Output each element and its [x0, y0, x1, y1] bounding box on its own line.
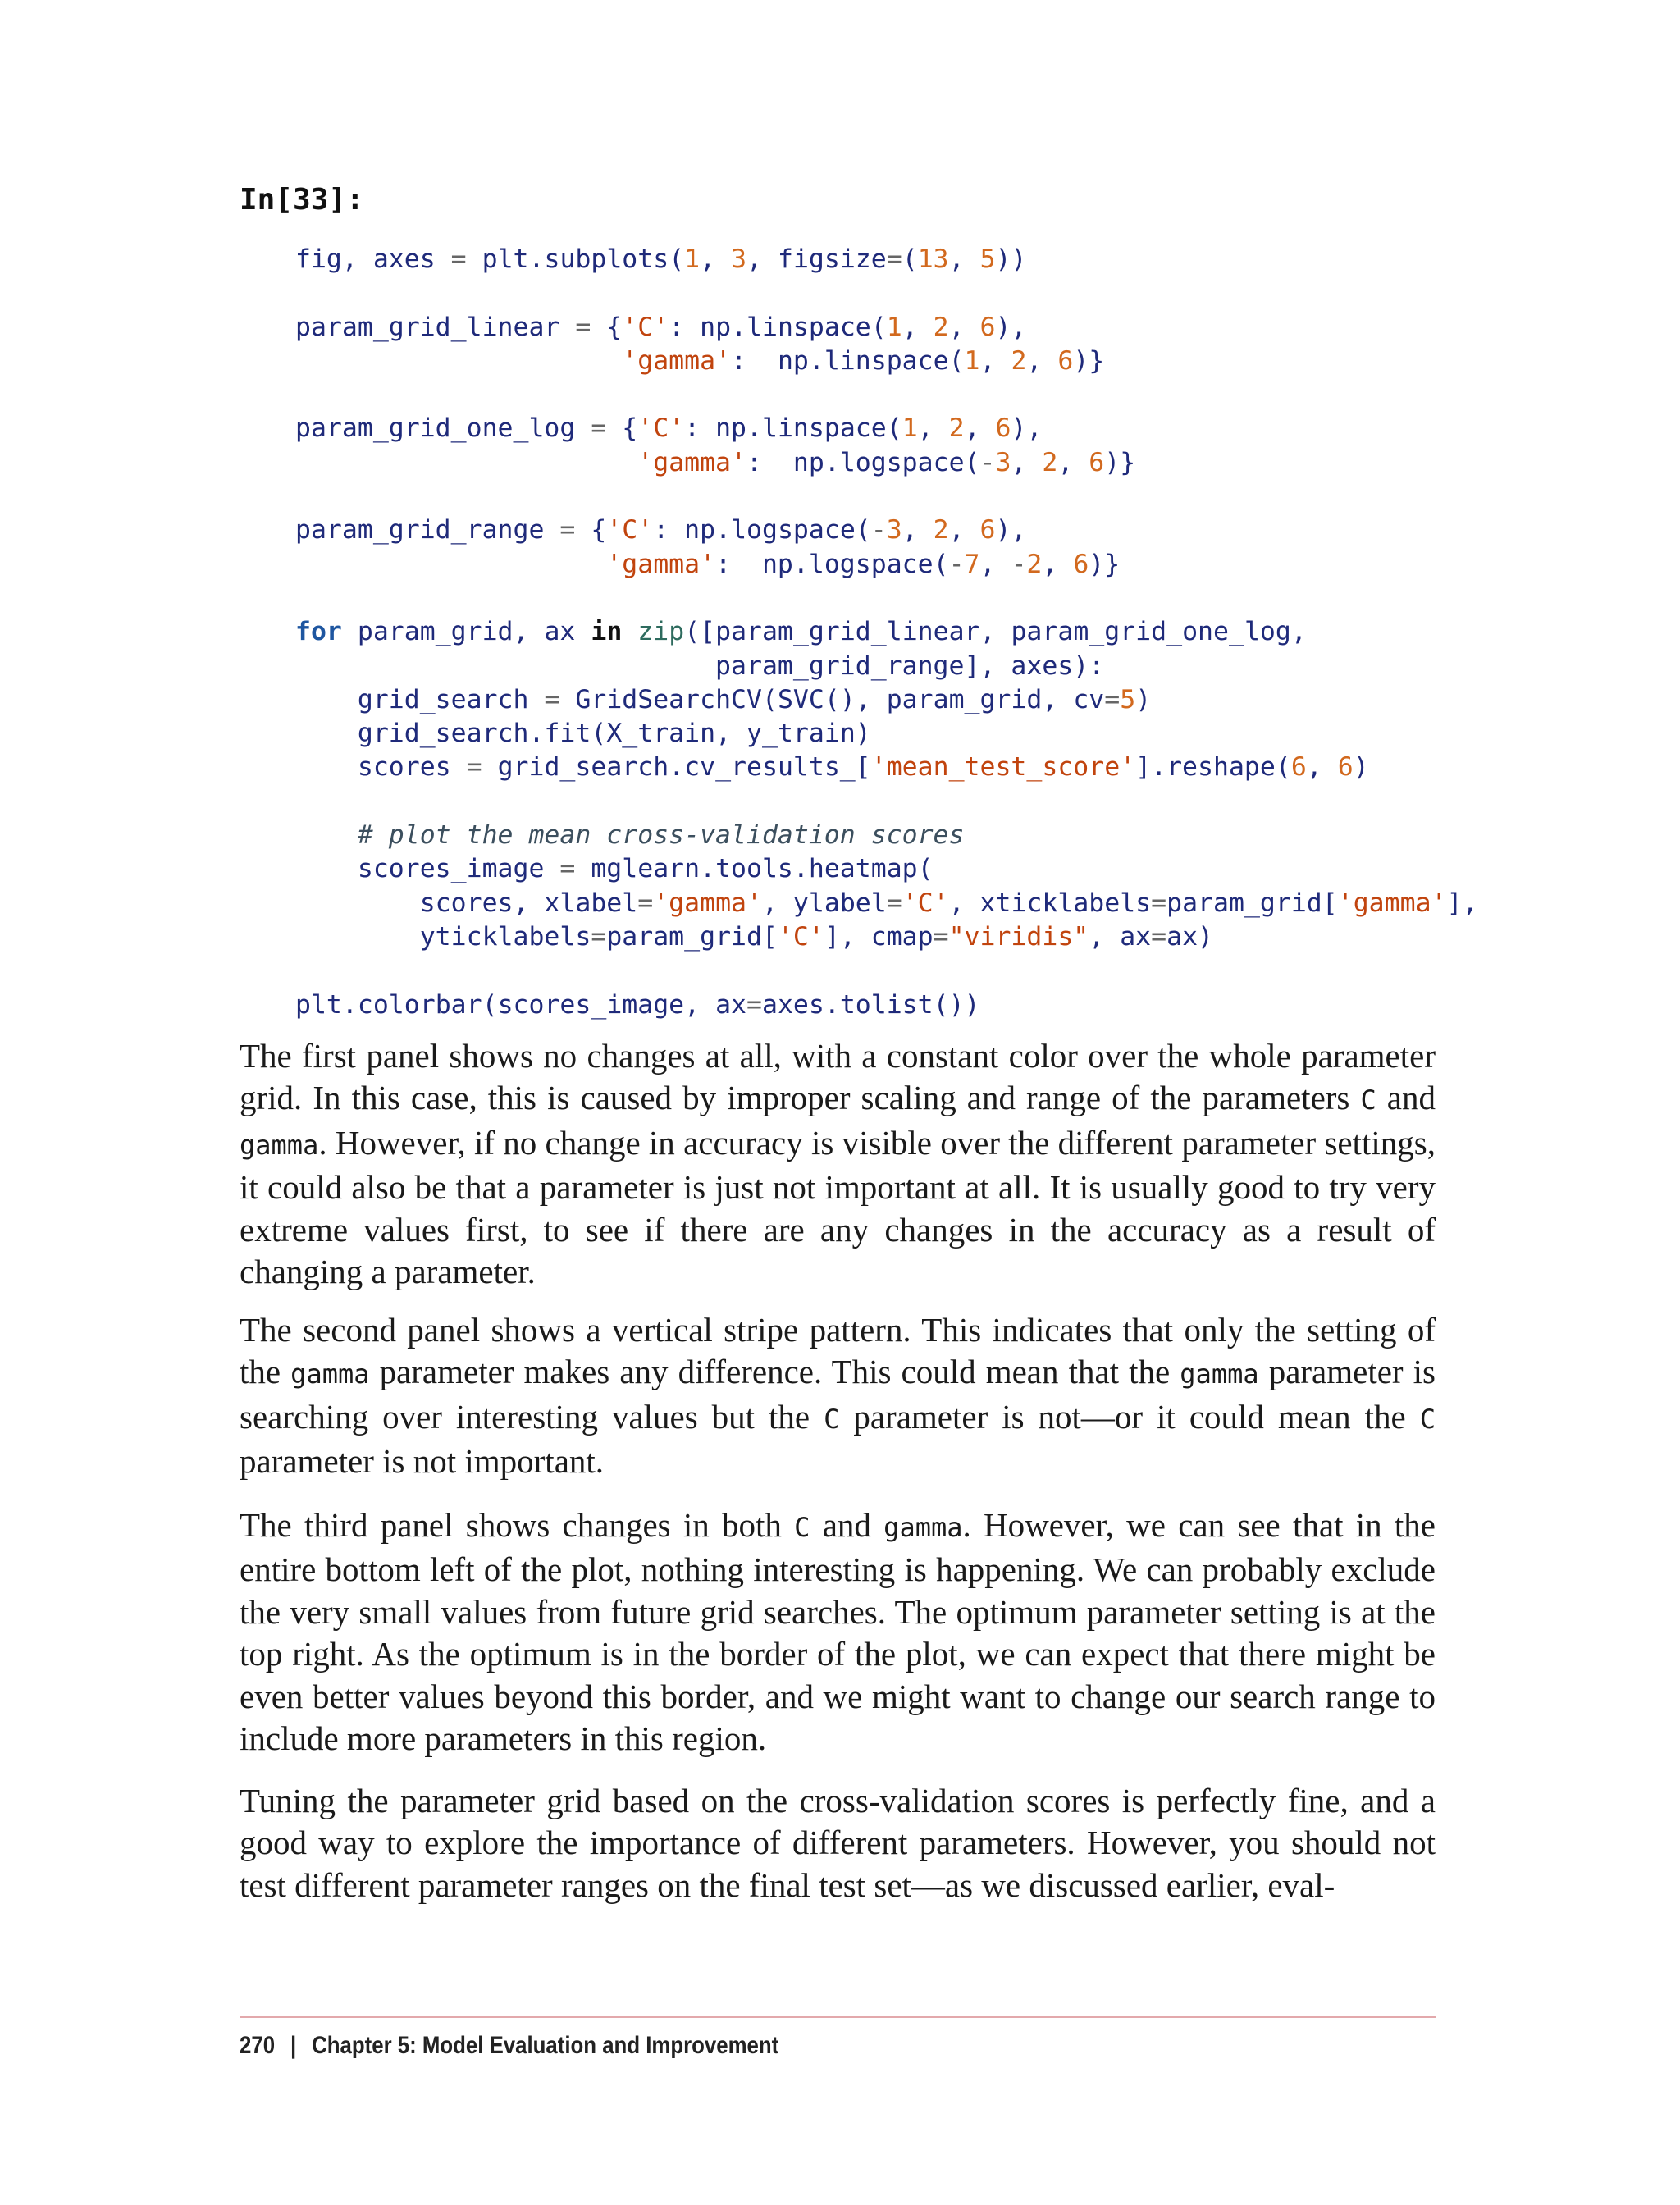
code-line: scores, xlabel='gamma', ylabel='C', xticklabels=param_grid['gamma'],: [419, 888, 1478, 918]
footer-separator: |: [290, 2032, 297, 2059]
inline-code: C: [794, 1512, 810, 1543]
code-line: scores = grid_search.cv_results_['mean_test_score'].reshape(6, 6): [357, 752, 1369, 783]
code-line: grid_search = GridSearchCV(SVC(), param_grid, cv=5): [357, 684, 1152, 714]
paragraph-tuning: [240, 1780, 1436, 1906]
code-line: 'gamma': np.logspace(-7, -2, 6)}: [606, 549, 1121, 579]
code-line: grid_search.fit(X_train, y_train): [357, 719, 871, 749]
paragraph-text: Tuning the parameter grid based on the cross-validation scores is perfectly fine, and a good way to explore the importance of different parameters. However, you should not test different parameter ranges on the final test set—as we discussed earlier, eval-: [240, 1782, 1436, 1904]
inline-code: C: [1360, 1084, 1376, 1116]
code-line: plt.colorbar(scores_image, ax=axes.tolist()): [295, 989, 980, 1020]
code-line: param_grid_range], axes):: [715, 651, 1105, 681]
inline-code: gamma: [1180, 1358, 1259, 1390]
code-line: for param_grid, ax in zip([param_grid_linear, param_grid_one_log,: [295, 617, 1307, 647]
paragraph-text: and: [810, 1506, 884, 1544]
code-cell-label: In[33]:: [240, 183, 364, 217]
code-line: param_grid_range = {'C': np.logspace(-3, 2, 6),: [295, 515, 1027, 546]
paragraph-first-panel: [240, 1035, 1436, 1293]
inline-code: C: [1419, 1403, 1436, 1435]
paragraph-text: parameter is not important.: [240, 1442, 605, 1481]
code-block: [295, 243, 1477, 1022]
paragraph-text: parameter makes any difference. This could mean that the: [369, 1353, 1180, 1391]
code-line: # plot the mean cross-validation scores: [357, 820, 965, 851]
paragraph-text: and: [1376, 1079, 1436, 1117]
inline-code: C: [824, 1403, 840, 1435]
code-line: param_grid_one_log = {'C': np.linspace(1, 2, 6),: [295, 413, 1043, 444]
paragraph-text: . However, if no change in accuracy is visible over the different parameter settings, it could also be that a parameter is just not important at all. It is usually good to try very extreme values first, to see if there are any changes in the accuracy as a result of changing a parameter.: [240, 1123, 1436, 1291]
paragraph-second-panel: [240, 1309, 1436, 1483]
chapter-title: Chapter 5: Model Evaluation and Improvement: [312, 2032, 779, 2059]
paragraph-text: parameter is searching over interesting values but the: [240, 1353, 1436, 1436]
paragraph-text: The first panel shows no changes at all, with a constant color over the whole parameter grid. In this case, this is caused by improper scaling and range of the parameters: [240, 1037, 1436, 1117]
code-line: scores_image = mglearn.tools.heatmap(: [357, 854, 934, 884]
code-line: fig, axes = plt.subplots(1, 3, figsize=(13, 5)): [295, 244, 1027, 274]
code-line: param_grid_linear = {'C': np.linspace(1, 2, 6),: [295, 312, 1027, 342]
paragraph-text: The second panel shows a vertical stripe pattern. This indicates that only the setting of the: [240, 1311, 1436, 1391]
paragraph-third-panel: [240, 1504, 1436, 1760]
inline-code: gamma: [883, 1512, 963, 1543]
code-line: 'gamma': np.linspace(1, 2, 6)}: [622, 345, 1105, 376]
code-line: yticklabels=param_grid['C'], cmap="viridis", ax=ax): [419, 921, 1214, 952]
page-footer: [240, 2029, 778, 2062]
inline-code: gamma: [290, 1358, 370, 1390]
paragraph-text: The third panel shows changes in both: [240, 1506, 795, 1544]
code-line: 'gamma': np.logspace(-3, 2, 6)}: [637, 447, 1136, 477]
inline-code: gamma: [240, 1129, 319, 1161]
paragraph-text: parameter is not—or it could mean the: [839, 1397, 1420, 1436]
footer-rule: [240, 2016, 1436, 2018]
page-number: 270: [240, 2032, 276, 2059]
paragraph-text: . However, we can see that in the entire bottom left of the plot, nothing interesting is happening. We can probably exclude the very small values from future grid searches. The optimum parameter setting is at the top right. As the optimum is in the border of the plot, we can expect that there might be even better values beyond this border, and we might want to change our search range to include more parameters in this region.: [240, 1506, 1436, 1758]
